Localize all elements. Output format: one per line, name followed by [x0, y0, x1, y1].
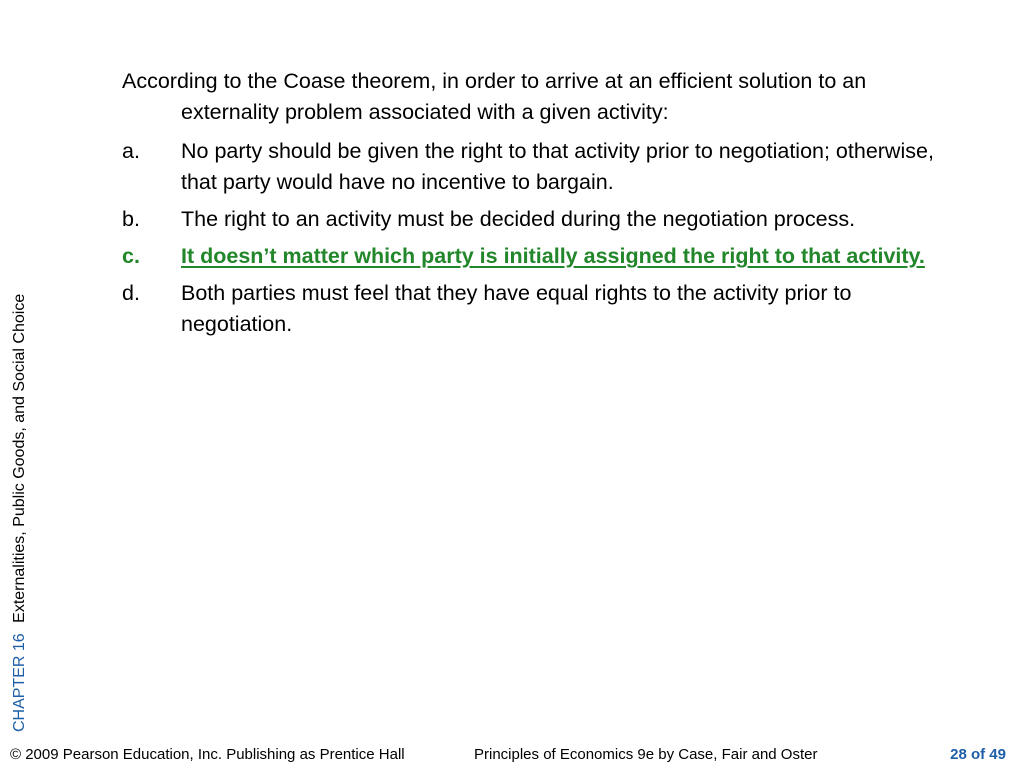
chapter-number: CHAPTER 16: [11, 633, 28, 732]
option-text: No party should be given the right to that activity prior to negotiation; otherwise, that party would have no incentive to bargain.: [181, 139, 934, 194]
chapter-title: Externalities, Public Goods, and Social Choice: [11, 293, 28, 623]
chapter-side-label: [8, 294, 32, 732]
option-text: It doesn’t matter which party is initially assigned the right to that activity.: [181, 244, 925, 268]
option-letter: d.: [122, 281, 140, 305]
option-letter: a.: [122, 139, 140, 163]
option-text: The right to an activity must be decided during the negotiation process.: [181, 207, 856, 231]
answer-option-d[interactable]: [122, 278, 942, 340]
book-title: Principles of Economics 9e by Case, Fair and Oster: [474, 746, 818, 763]
copyright-notice: © 2009 Pearson Education, Inc. Publishing as Prentice Hall: [10, 746, 405, 763]
question-stem: According to the Coase theorem, in order to arrive at an efficient solution to an externality problem associated with a given activity:: [122, 69, 867, 124]
answer-option-c-correct[interactable]: [122, 241, 942, 272]
question-content: [122, 66, 942, 346]
option-letter: b.: [122, 207, 140, 231]
page-counter: 28 of 49: [950, 746, 1006, 763]
answer-option-a[interactable]: [122, 136, 942, 198]
footer: [10, 744, 1006, 766]
answer-option-b[interactable]: [122, 204, 942, 235]
option-text: Both parties must feel that they have equal rights to the activity prior to negotiation.: [181, 281, 852, 336]
option-letter: c.: [122, 244, 140, 268]
